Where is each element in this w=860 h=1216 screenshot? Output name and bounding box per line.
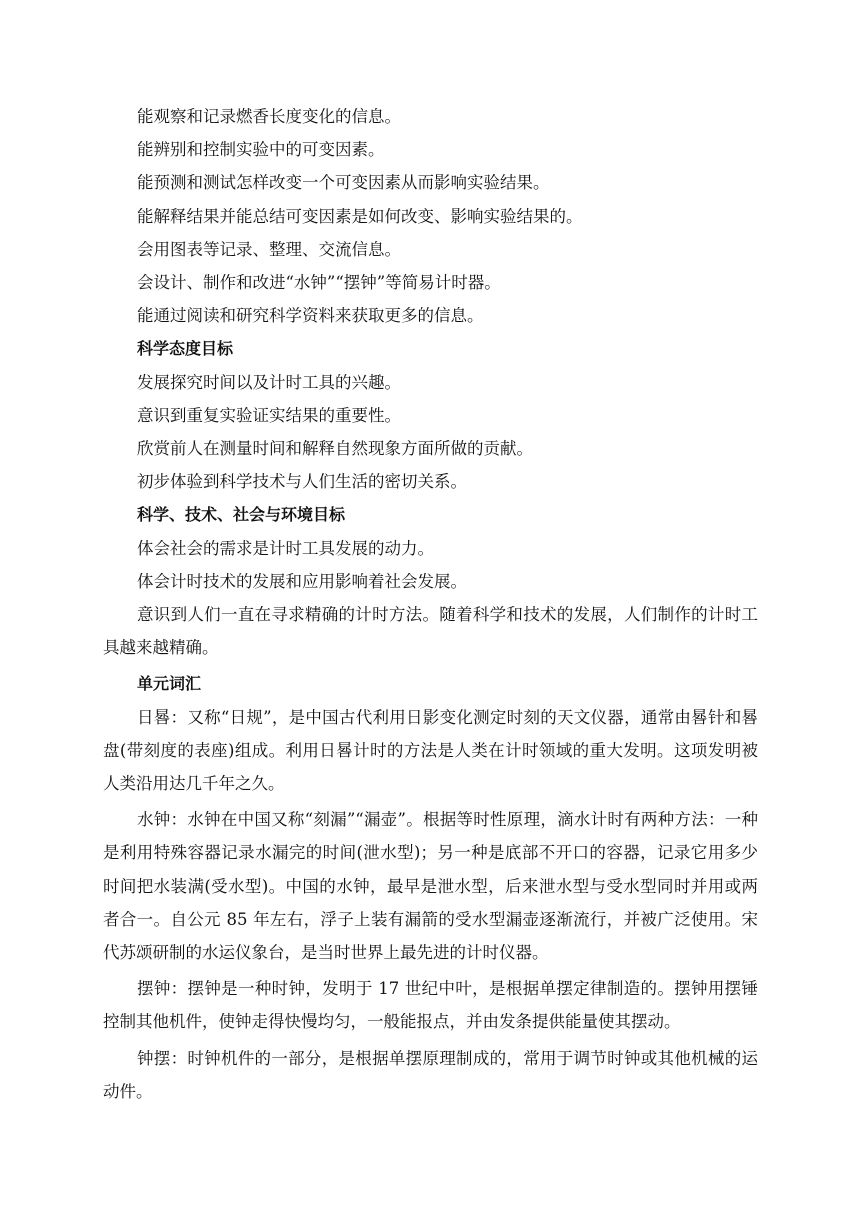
vocabulary-entry-pendulum: 钟摆：时钟机件的一部分，是根据单摆原理制成的，常用于调节时钟或其他机械的运动件。	[103, 1048, 758, 1101]
stse-item: 体会社会的需求是计时工具发展的动力。	[137, 538, 434, 558]
skill-item: 能预测和测试怎样改变一个可变因素从而影响实验结果。	[137, 173, 550, 193]
attitude-item: 发展探究时间以及计时工具的兴趣。	[137, 372, 401, 392]
attitude-item: 欣赏前人在测量时间和解释自然现象方面所做的贡献。	[137, 439, 533, 459]
skill-item: 能解释结果并能总结可变因素是如何改变、影响实验结果的。	[137, 206, 583, 226]
vocabulary-heading: 单元词汇	[137, 674, 202, 694]
attitude-item: 意识到重复实验证实结果的重要性。	[137, 405, 401, 425]
vocabulary-entry-water-clock: 水钟：水钟在中国又称“刻漏”“漏壶”。根据等时性原理，滴水计时有两种方法：一种是利用特殊容器记录水漏完的时间(泄水型)；另一种是底部不开口的容器，记录它用多少时间把水装满(受水型)。中国的水钟，最早是泄水型，后来泄水型与受水型同时并用或两者合一。自公元 85 年左右，浮子上装有漏箭的受水型漏壶逐渐流行，并被广泛使用。宋代苏颂研制的水运仪象台，是当时世界上最先进的计时仪器。	[103, 810, 758, 963]
skill-item: 能辨别和控制实验中的可变因素。	[137, 140, 385, 160]
skill-item: 能通过阅读和研究科学资料来获取更多的信息。	[137, 306, 484, 326]
attitude-item: 初步体验到科学技术与人们生活的密切关系。	[137, 472, 467, 492]
skill-item: 会设计、制作和改进“水钟”“摆钟”等简易计时器。	[137, 273, 501, 293]
vocabulary-entry-sundial: 日晷：又称“日规”，是中国古代利用日影变化测定时刻的天文仪器，通常由晷针和晷盘(带刻度的表座)组成。利用日晷计时的方法是人类在计时领域的重大发明。这项发明被人类沿用达几千年之久。	[103, 707, 758, 794]
stse-paragraph: 意识到人们一直在寻求精确的计时方法。随着科学和技术的发展，人们制作的计时工具越来越精确。	[103, 605, 758, 658]
skill-item: 会用图表等记录、整理、交流信息。	[137, 239, 401, 259]
attitude-heading: 科学态度目标	[137, 339, 234, 359]
document-page	[103, 100, 758, 1111]
skill-item: 能观察和记录燃香长度变化的信息。	[137, 107, 401, 126]
vocabulary-entry-pendulum-clock: 摆钟：摆钟是一种时钟，发明于 17 世纪中叶，是根据单摆定律制造的。摆钟用摆锤控制其他机件，使钟走得快慢均匀，一般能报点，并由发条提供能量使其摆动。	[103, 979, 758, 1032]
stse-heading: 科学、技术、社会与环境目标	[137, 505, 346, 525]
stse-item: 体会计时技术的发展和应用影响着社会发展。	[137, 571, 467, 591]
